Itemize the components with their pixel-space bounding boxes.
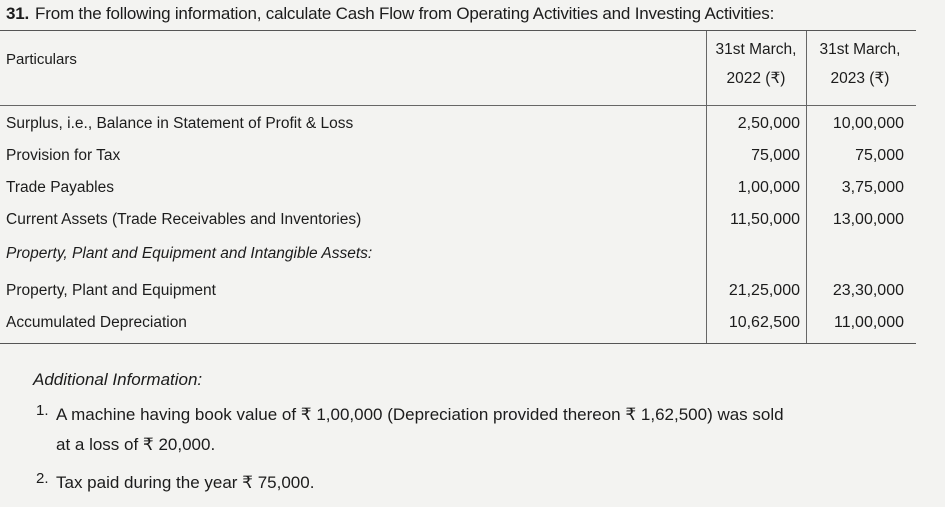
row-value-2022: 75,000 [751,147,800,164]
row-label: Trade Payables [6,179,114,196]
row-value-2023: 75,000 [855,147,904,164]
additional-info-heading: Additional Information: [33,370,203,389]
row-label: Provision for Tax [6,147,121,164]
header-particulars: Particulars [6,51,77,68]
note-number: 1. [36,402,49,419]
header-2022 [706,35,806,93]
table-row [0,239,916,269]
table-row [0,173,916,203]
question-number: 31. [6,4,30,23]
note-line: Tax paid during the year ₹ 75,000. [56,473,315,492]
table-row [0,205,916,235]
row-label: Current Assets (Trade Receivables and Inventories) [6,211,362,228]
row-value-2023: 13,00,000 [832,211,904,228]
row-value-2022: 1,00,000 [737,179,800,196]
question-body: From the following information, calculate Cash Flow from Operating Activities and Investing Activities: [35,4,775,23]
table-row [0,276,916,306]
table-row [0,308,916,338]
row-value-2023: 10,00,000 [832,115,904,132]
row-value-2022: 21,25,000 [728,282,800,299]
row-label-subheading: Property, Plant and Equipment and Intangible Assets: [6,245,373,262]
question-text [6,4,774,24]
row-value-2022: 11,50,000 [730,211,800,228]
row-label: Property, Plant and Equipment [6,282,216,299]
row-value-2023: 23,30,000 [832,282,904,299]
row-value-2023: 11,00,000 [834,314,904,331]
row-label: Accumulated Depreciation [6,314,187,331]
note-item [36,400,784,460]
header-rule [0,105,916,106]
header-2023-line1: 31st March, [819,41,901,58]
note-number: 2. [36,470,49,487]
row-value-2022: 10,62,500 [728,314,800,331]
note-line: at a loss of ₹ 20,000. [56,435,216,454]
header-2022-line2: 2022 (₹) [726,70,786,87]
header-2023-line2: 2023 (₹) [830,70,890,87]
note-item [36,468,315,498]
table-row [0,109,916,139]
row-label: Surplus, i.e., Balance in Statement of Profit & Loss [6,115,354,132]
note-line: A machine having book value of ₹ 1,00,000 (Depreciation provided thereon ₹ 1,62,500) was sold [56,405,784,424]
header-2023 [806,35,914,93]
row-value-2023: 3,75,000 [841,179,904,196]
header-2022-line1: 31st March, [715,41,797,58]
table-row [0,141,916,171]
row-value-2022: 2,50,000 [737,115,800,132]
data-table [0,30,916,344]
